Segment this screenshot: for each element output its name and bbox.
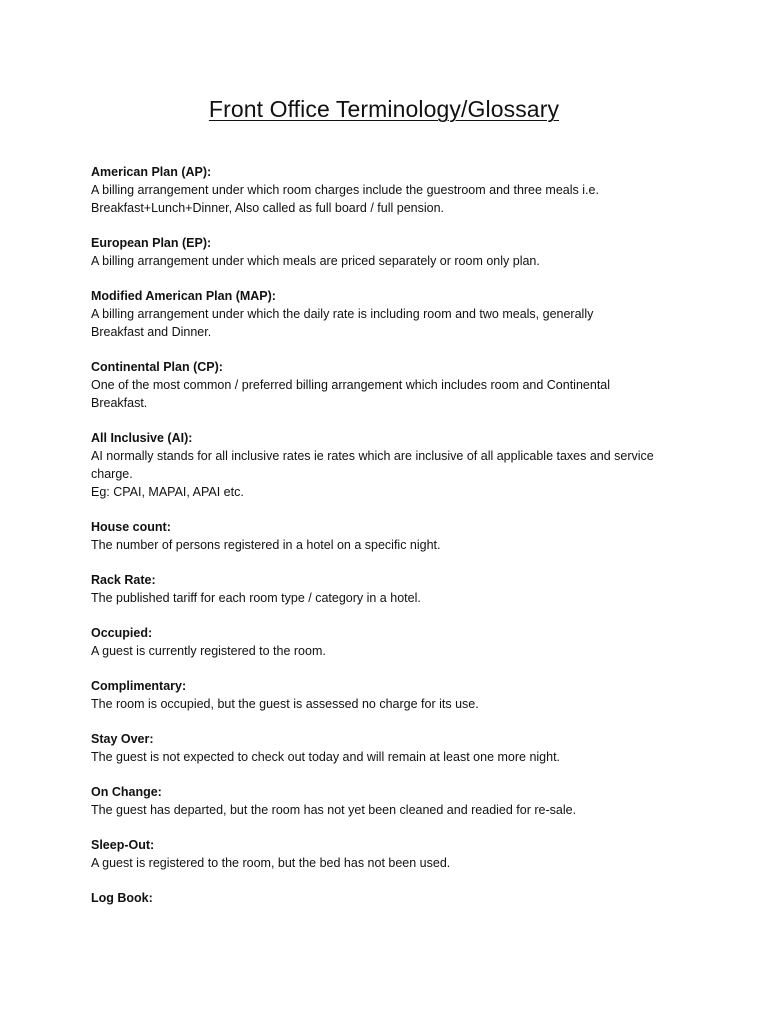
glossary-term: Sleep-Out: xyxy=(91,838,155,852)
glossary-entry xyxy=(91,730,691,766)
glossary-entry xyxy=(91,287,691,341)
glossary-term: American Plan (AP): xyxy=(91,165,212,179)
glossary-term: Complimentary: xyxy=(91,679,187,693)
glossary-term: Log Book: xyxy=(91,891,153,905)
glossary-definition-line: A guest is registered to the room, but the bed has not been used. xyxy=(91,856,451,870)
glossary-entry xyxy=(91,624,691,660)
glossary-definition-line: Eg: CPAI, MAPAI, APAI etc. xyxy=(91,485,244,499)
glossary-list xyxy=(91,163,691,924)
glossary-term: House count: xyxy=(91,520,171,534)
glossary-entry xyxy=(91,429,691,501)
glossary-definition-line: A billing arrangement under which the daily rate is including room and two meals, generally xyxy=(91,307,594,321)
glossary-entry xyxy=(91,783,691,819)
glossary-term: On Change: xyxy=(91,785,162,799)
glossary-definition-line: AI normally stands for all inclusive rates ie rates which are inclusive of all applicable taxes and service xyxy=(91,449,654,463)
glossary-term: Continental Plan (CP): xyxy=(91,360,223,374)
glossary-definition-line: The guest is not expected to check out today and will remain at least one more night. xyxy=(91,750,561,764)
glossary-term: Rack Rate: xyxy=(91,573,156,587)
glossary-entry xyxy=(91,677,691,713)
glossary-definition-line: charge. xyxy=(91,467,133,481)
glossary-definition-line: The room is occupied, but the guest is assessed no charge for its use. xyxy=(91,697,479,711)
glossary-definition-line: Breakfast+Lunch+Dinner, Also called as full board / full pension. xyxy=(91,201,444,215)
glossary-definition-line: The number of persons registered in a hotel on a specific night. xyxy=(91,538,441,552)
glossary-definition-line: One of the most common / preferred billing arrangement which includes room and Continental xyxy=(91,378,611,392)
glossary-definition-line: Breakfast. xyxy=(91,396,148,410)
glossary-definition-line: Breakfast and Dinner. xyxy=(91,325,212,339)
glossary-term: Stay Over: xyxy=(91,732,154,746)
glossary-entry xyxy=(91,234,691,270)
glossary-definition-line: A billing arrangement under which meals are priced separately or room only plan. xyxy=(91,254,540,268)
glossary-definition-line: The published tariff for each room type / category in a hotel. xyxy=(91,591,421,605)
glossary-definition-line: A guest is currently registered to the room. xyxy=(91,644,326,658)
glossary-entry xyxy=(91,163,691,217)
glossary-entry xyxy=(91,358,691,412)
glossary-term: Occupied: xyxy=(91,626,153,640)
glossary-entry xyxy=(91,571,691,607)
glossary-term: Modified American Plan (MAP): xyxy=(91,289,276,303)
glossary-entry xyxy=(91,518,691,554)
glossary-entry xyxy=(91,836,691,872)
glossary-term: European Plan (EP): xyxy=(91,236,212,250)
glossary-definition-line: The guest has departed, but the room has not yet been cleaned and readied for re-sale. xyxy=(91,803,577,817)
glossary-entry xyxy=(91,889,691,907)
glossary-definition-line: A billing arrangement under which room charges include the guestroom and three meals i.e. xyxy=(91,183,599,197)
glossary-term: All Inclusive (AI): xyxy=(91,431,193,445)
page-title: Front Office Terminology/Glossary xyxy=(208,96,560,122)
